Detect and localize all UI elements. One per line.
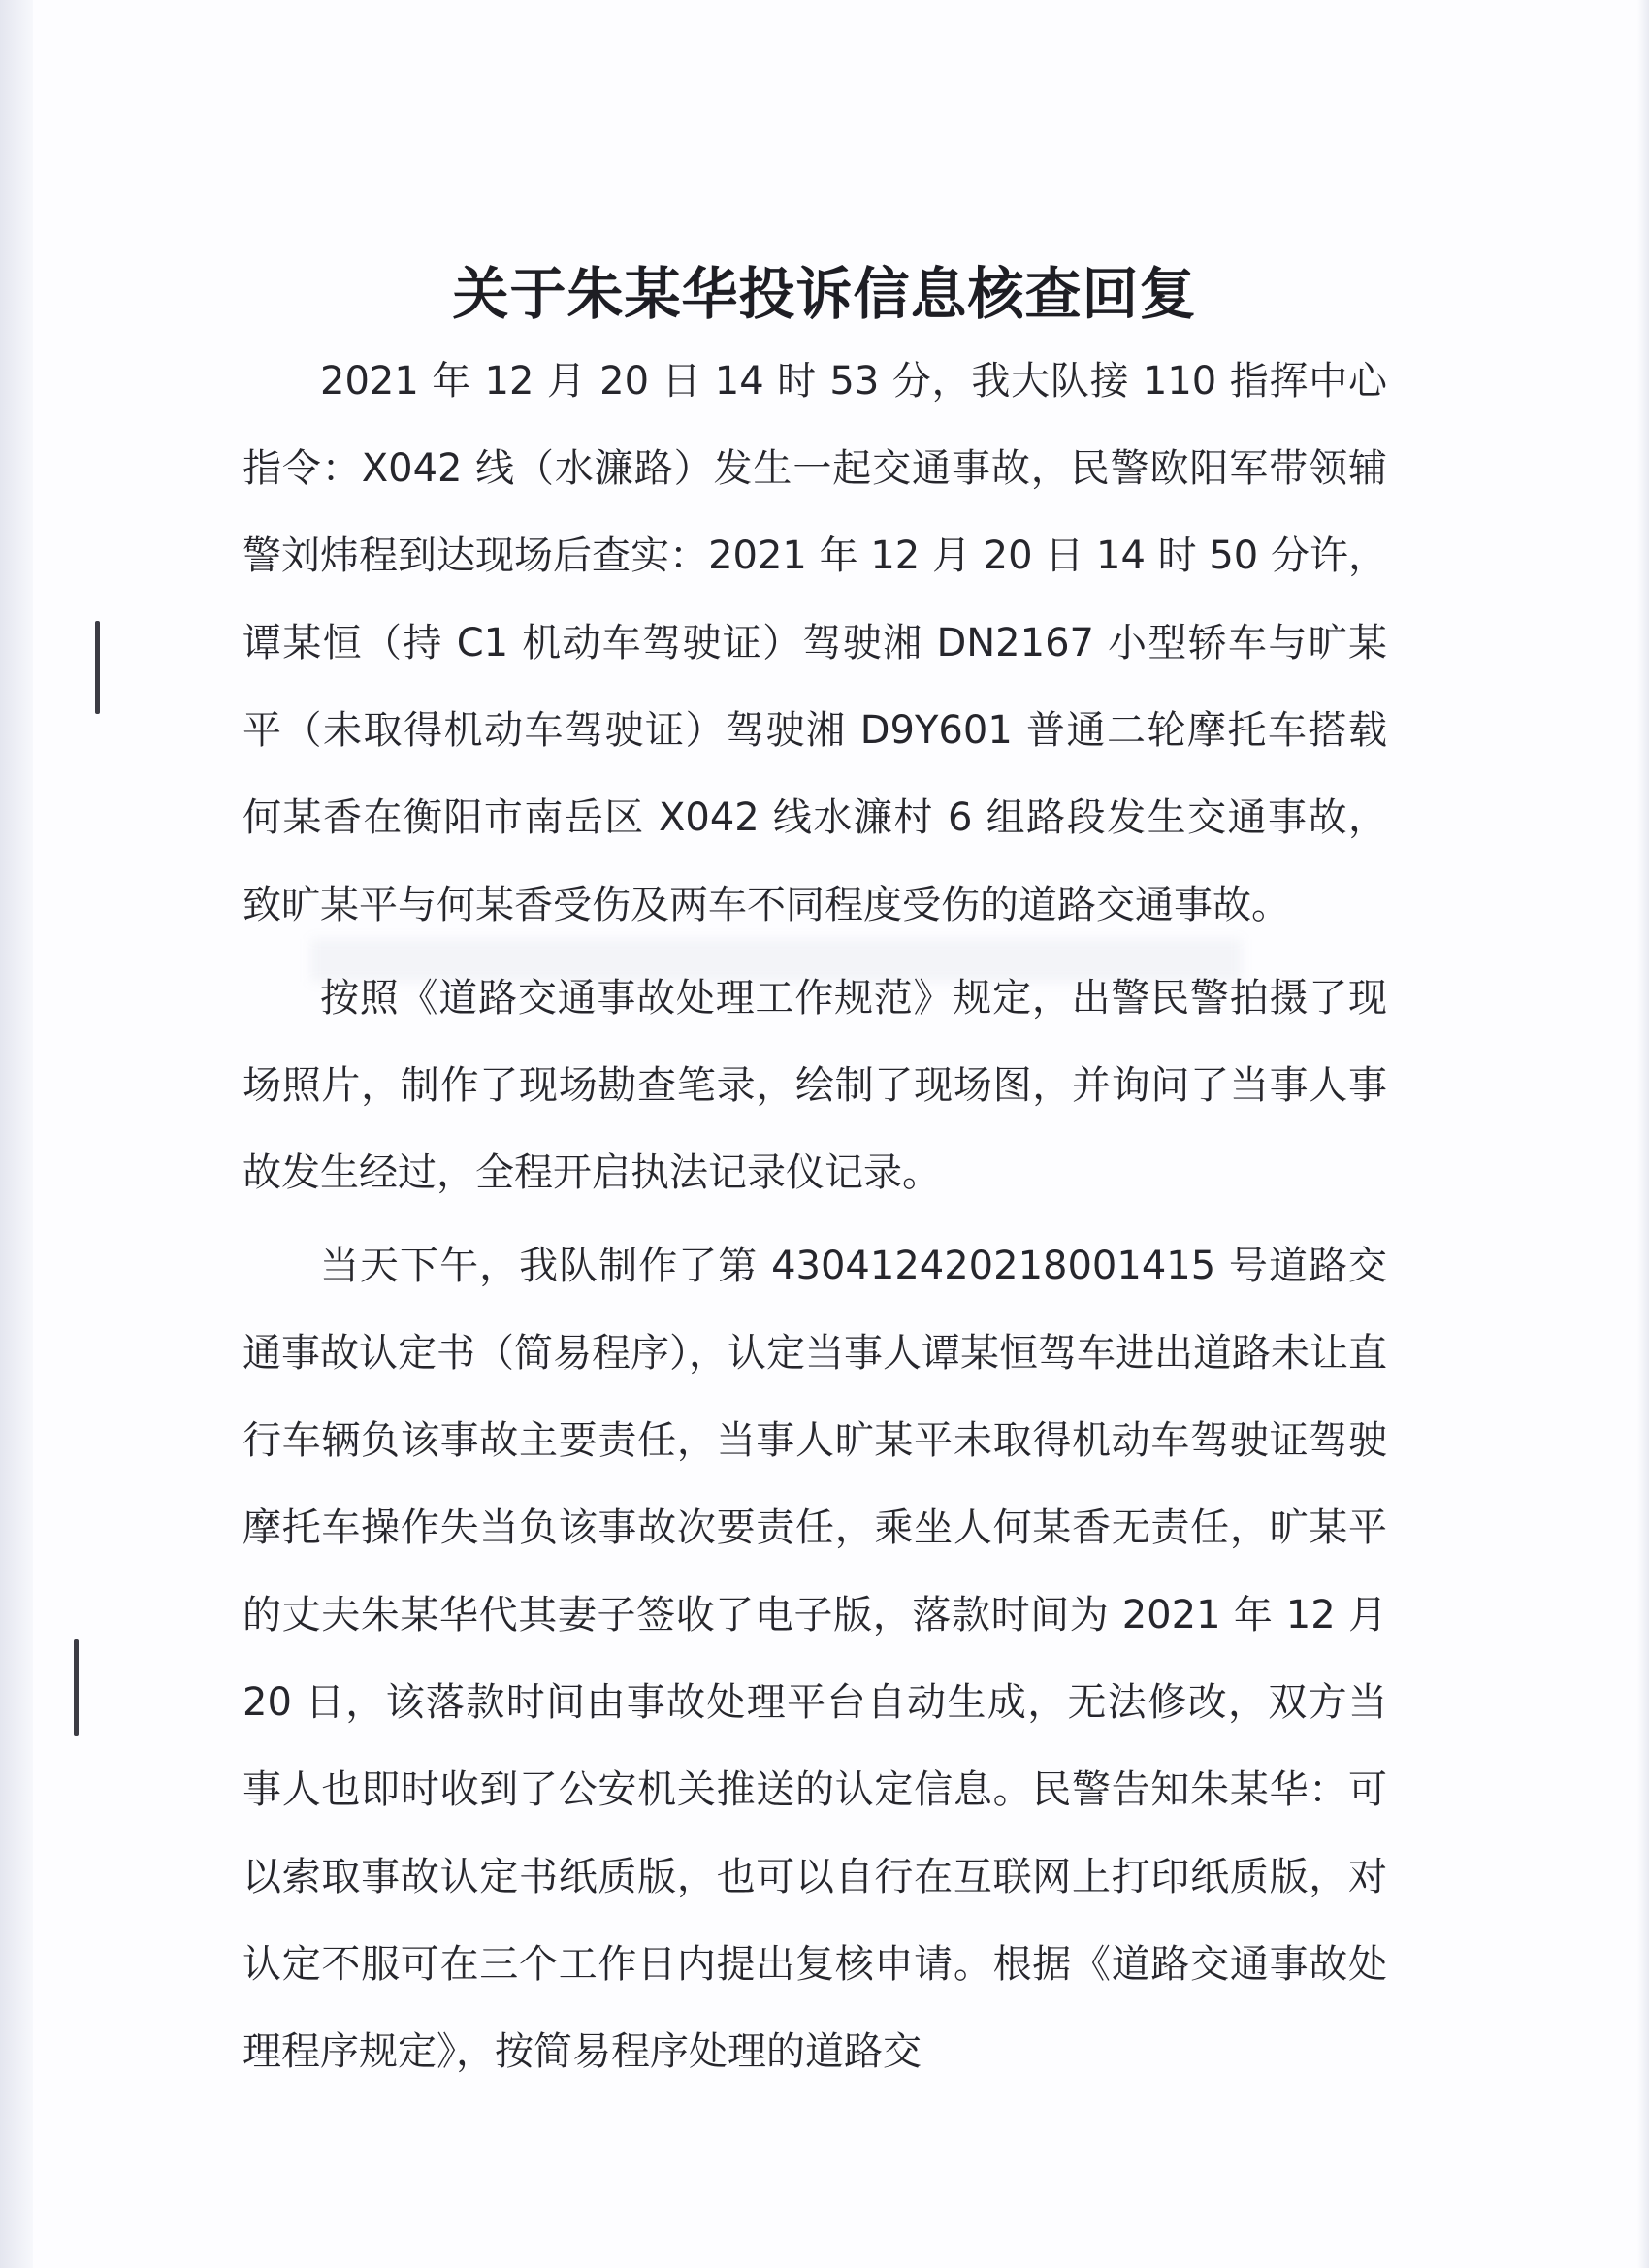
document-body (242, 338, 1387, 2095)
scan-edge-left (0, 0, 33, 2268)
document-title: 关于朱某华投诉信息核查回复 (452, 261, 1197, 327)
binding-mark-upper (95, 621, 100, 714)
paragraph-incident-report: 2021 年 12 月 20 日 14 时 53 分，我大队接 110 指挥中心指令：X042 线（水濂路）发生一起交通事故，民警欧阳军带领辅警刘炜程到达现场后查实：2021 年 12 月 20 日 14 时 50 分许，谭某恒（持 C1 机动车驾驶证）驾驶湘 DN2167 小型轿车与旷某平（未取得机动车驾驶证）驾驶湘 D9Y601 普通二轮摩托车搭载何某香在衡阳市南岳区 X042 线水濂村 6 组路段发生交通事故，致旷某平与何某香受伤及两车不同程度受伤的道路交通事故。 (242, 359, 1387, 927)
binding-mark-lower (74, 1639, 79, 1736)
paragraph-procedure: 按照《道路交通事故处理工作规范》规定，出警民警拍摄了现场照片，制作了现场勘查笔录，绘制了现场图，并询问了当事人事故发生经过，全程开启执法记录仪记录。 (242, 976, 1387, 1195)
scan-edge-right (1637, 0, 1649, 2268)
paragraph-determination: 当天下午，我队制作了第 430412420218001415 号道路交通事故认定书（简易程序），认定当事人谭某恒驾车进出道路未让直行车辆负该事故主要责任，当事人旷某平未取得机动车驾驶证驾驶摩托车操作失当负该事故次要责任，乘坐人何某香无责任，旷某平的丈夫朱某华代其妻子签收了电子版，落款时间为 2021 年 12 月 20 日，该落款时间由事故处理平台自动生成，无法修改，双方当事人也即时收到了公安机关推送的认定信息。民警告知朱某华：可以索取事故认定书纸质版，也可以自行在互联网上打印纸质版，对认定不服可在三个工作日内提出复核申请。根据《道路交通事故处理程序规定》，按简易程序处理的道路交 (242, 1244, 1387, 2074)
